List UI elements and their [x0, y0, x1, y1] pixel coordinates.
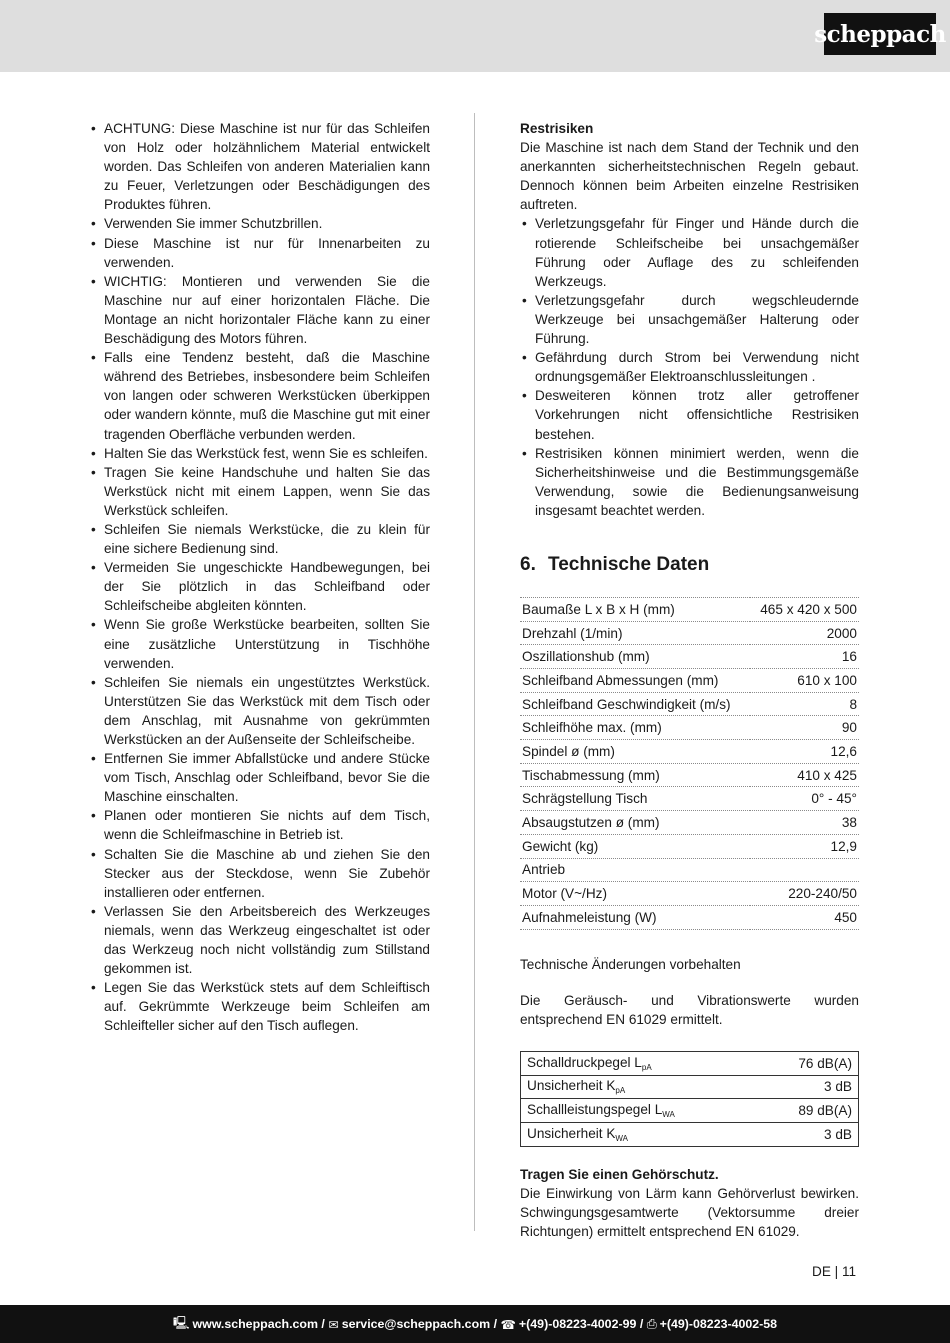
spec-row — [520, 645, 859, 669]
spec-value: 465 x 420 x 500 — [750, 597, 859, 621]
spec-row — [520, 763, 859, 787]
spec-label: Oszillationshub (mm) — [520, 645, 750, 669]
safety-bullet-item: • Planen oder montieren Sie nichts auf dem Tisch, wenn die Schleifmaschine in Betrieb ist. — [89, 806, 430, 844]
footer-separator: / — [317, 1317, 329, 1331]
noise-row — [521, 1051, 859, 1075]
safety-bullet-item: • Vermeiden Sie ungeschickte Handbewegungen, bei der Sie plötzlich in das Schleifband oder Schleifscheibe abgleiten könnten. — [89, 558, 430, 615]
safety-bullet-list — [89, 119, 430, 1036]
spec-label: Schleifhöhe max. (mm) — [520, 716, 750, 740]
spec-row — [520, 858, 859, 882]
page-number — [812, 1264, 856, 1279]
noise-value: 3 dB — [760, 1075, 859, 1099]
tech-changes-note: Technische Änderungen vorbehalten — [520, 956, 741, 972]
section-heading — [520, 553, 859, 577]
safety-bullet-item: • Legen Sie das Werkstück stets auf dem Schleiftisch auf. Gekrümmte Werkzeuge beim Schleifen am Schleifteller sicher auf den Tisch auflegen. — [89, 978, 430, 1035]
spec-label: Gewicht (kg) — [520, 834, 750, 858]
noise-row — [521, 1075, 859, 1099]
risk-bullet-item: • Desweiteren können trotz aller getroffener Vorkehrungen nicht offensichtliche Restrisiken bestehen. — [520, 386, 859, 443]
safety-bullet-item: • Tragen Sie keine Handschuhe und halten Sie das Werkstück nicht mit einem Lappen, wenn Sie das Werkstück schleifen. — [89, 463, 430, 520]
safety-bullet-item: • Schleifen Sie niemals ein ungestütztes Werkstück. Unterstützen Sie das Werkstück mit dem Tisch oder dem Anschlag, mit Ausnahme von gekrümmten Werkstücken an der Außenseite der Schleifscheibe. — [89, 673, 430, 749]
spec-value: 0° - 45° — [750, 787, 859, 811]
spec-row — [520, 740, 859, 764]
noise-label — [521, 1051, 760, 1075]
section-title: Technische Daten — [548, 553, 710, 575]
footer-phone: +(49)-08223-4002-99 — [518, 1317, 637, 1331]
spec-label: Aufnahmeleistung (W) — [520, 905, 750, 929]
noise-row — [521, 1122, 859, 1146]
footer-fax: +(49)-08223-4002-58 — [659, 1317, 778, 1331]
spec-value: 12,6 — [750, 740, 859, 764]
spec-label: Spindel ø (mm) — [520, 740, 750, 764]
page-language: DE — [812, 1264, 831, 1279]
safety-bullet-item: • Verlassen Sie den Arbeitsbereich des Werkzeuges niemals, wenn das Werkzeug eingeschaltet ist oder das Werkzeug noch nicht vollständig zum Stillstand gekommen ist. — [89, 902, 430, 978]
safety-bullet-item: • WICHTIG: Montieren und verwenden Sie die Maschine nur auf einer horizontalen Fläche. Die Montage an nicht horizontaler Fläche kann zu einer Beschädigung des Motors führen. — [89, 272, 430, 348]
spec-row — [520, 669, 859, 693]
spec-label: Tischabmessung (mm) — [520, 763, 750, 787]
noise-label — [521, 1099, 760, 1123]
noise-label — [521, 1122, 760, 1146]
noise-label-subscript: pA — [641, 1062, 652, 1072]
phone-icon: ☎ — [500, 1317, 516, 1332]
spec-label: Baumaße L x B x H (mm) — [520, 597, 750, 621]
spec-row — [520, 621, 859, 645]
spec-value: 90 — [750, 716, 859, 740]
risks-bullet-list — [520, 214, 859, 520]
risk-bullet-item: • Gefährdung durch Strom bei Verwendung nicht ordnungsgemäßer Elektroanschlussleitungen . — [520, 348, 859, 386]
header-bar — [0, 0, 950, 72]
spec-value: 450 — [750, 905, 859, 929]
noise-label-subscript: WA — [662, 1110, 675, 1120]
spec-value: 12,9 — [750, 834, 859, 858]
page-number-value: 11 — [841, 1264, 857, 1279]
spec-value — [750, 858, 859, 882]
spec-value: 8 — [750, 692, 859, 716]
footer-separator: / — [490, 1317, 501, 1331]
spec-label: Schrägstellung Tisch — [520, 787, 750, 811]
spec-label: Schleifband Geschwindigkeit (m/s) — [520, 692, 750, 716]
footer-separator: / — [636, 1317, 647, 1331]
brand-logo: scheppach — [824, 13, 936, 55]
risk-bullet-item: • Restrisiken können minimiert werden, wenn die Sicherheitshinweise und die Bestimmungsgemäße Verwendung, sowie die Bedienungsanweisung insgesamt beachtet werden. — [520, 444, 859, 520]
noise-row — [521, 1099, 859, 1123]
noise-value: 89 dB(A) — [760, 1099, 859, 1123]
hearing-protection-heading: Tragen Sie einen Gehörschutz. — [520, 1166, 719, 1182]
safety-bullet-item: • Falls eine Tendenz besteht, daß die Maschine während des Betriebes, insbesondere beim Schleifen von langen oder schweren Werkstücken überkippen oder wandern könnte, muß die Maschine gut mit einer tragenden Oberfläche verbunden werden. — [89, 348, 430, 443]
noise-value: 3 dB — [760, 1122, 859, 1146]
spec-value: 38 — [750, 811, 859, 835]
spec-row — [520, 834, 859, 858]
safety-bullet-item: • Verwenden Sie immer Schutzbrillen. — [89, 214, 430, 233]
risk-bullet-item: • Verletzungsgefahr durch wegschleudernde Werkzeuge bei unsachgemäßer Halterung oder Führung. — [520, 291, 859, 348]
email-icon: ✉ — [328, 1317, 339, 1332]
noise-label — [521, 1075, 760, 1099]
footer-website-link[interactable]: www.scheppach.com — [192, 1317, 318, 1331]
spec-value: 410 x 425 — [750, 763, 859, 787]
safety-bullet-item: • Schleifen Sie niemals Werkstücke, die zu klein für eine sichere Bedienung sind. — [89, 520, 430, 558]
spec-row — [520, 597, 859, 621]
safety-bullet-item: • Halten Sie das Werkstück fest, wenn Sie es schleifen. — [89, 444, 430, 463]
safety-bullet-item: • Entfernen Sie immer Abfallstücke und andere Stücke vom Tisch, Anschlag oder Schleifband, bevor Sie die Maschine einschalten. — [89, 749, 430, 806]
spec-row — [520, 811, 859, 835]
spec-label: Drehzahl (1/min) — [520, 621, 750, 645]
safety-bullet-item: • ACHTUNG: Diese Maschine ist nur für das Schleifen von Holz oder holzähnlichem Material entwickelt worden. Das Schleifen von anderen Materialien kann zu Feuer, Verletzungen oder Beschädigungen des Produktes führen. — [89, 119, 430, 214]
noise-value: 76 dB(A) — [760, 1051, 859, 1075]
safety-bullet-item: • Diese Maschine ist nur für Innenarbeiten zu verwenden. — [89, 234, 430, 272]
safety-bullet-item: • Schalten Sie die Maschine ab und ziehen Sie den Stecker aus der Steckdose, wenn Sie Zubehör installieren oder entfernen. — [89, 845, 430, 902]
noise-label-text: Unsicherheit K — [527, 1125, 616, 1141]
risks-intro: Die Maschine ist nach dem Stand der Technik und den anerkannten sicherheitstechnischen Regeln gebaut. Dennoch können beim Arbeiten einzelne Restrisiken auftreten. — [520, 140, 859, 213]
computer-icon: 🖳 — [172, 1315, 190, 1330]
risk-bullet-item: • Verletzungsgefahr für Finger und Hände durch die rotierende Schleifscheibe bei unsachgemäßer Führung oder Auflage des zu schleifenden Werkzeugs. — [520, 214, 859, 290]
spec-value: 220-240/50 — [750, 882, 859, 906]
right-column — [520, 119, 859, 1241]
risks-heading: Restrisiken — [520, 121, 594, 136]
technical-data-table — [520, 597, 859, 930]
page-separator: | — [834, 1264, 839, 1279]
spec-row — [520, 692, 859, 716]
noise-label-text: Unsicherheit K — [527, 1078, 616, 1094]
spec-label: Schleifband Abmessungen (mm) — [520, 669, 750, 693]
spec-label: Antrieb — [520, 858, 750, 882]
column-divider — [474, 113, 475, 1231]
noise-values-table — [520, 1051, 859, 1147]
noise-label-text: Schalldruckpegel L — [527, 1054, 642, 1070]
spec-label: Absaugstutzen ø (mm) — [520, 811, 750, 835]
footer-bar — [0, 1305, 950, 1343]
hearing-protection-text: Die Einwirkung von Lärm kann Gehörverlust bewirken. Schwingungsgesamtwerte (Vektorsumme dreier Richtungen) ermittelt entsprechend EN 61029. — [520, 1185, 859, 1239]
spec-value: 610 x 100 — [750, 669, 859, 693]
spec-row — [520, 905, 859, 929]
noise-label-text: Schallleistungspegel L — [527, 1102, 663, 1118]
fax-icon: ⎙ — [646, 1316, 657, 1331]
noise-label-subscript: pA — [615, 1086, 626, 1096]
spec-value: 16 — [750, 645, 859, 669]
safety-bullet-item: • Wenn Sie große Werkstücke bearbeiten, sollten Sie eine zusätzliche Unterstützung in Tischhöhe verwenden. — [89, 615, 430, 672]
spec-value: 2000 — [750, 621, 859, 645]
noise-intro: Die Geräusch- und Vibrationswerte wurden entsprechend EN 61029 ermittelt. — [520, 992, 859, 1027]
noise-label-subscript: WA — [615, 1133, 628, 1143]
spec-row — [520, 787, 859, 811]
spec-label: Motor (V~/Hz) — [520, 882, 750, 906]
footer-email-link[interactable]: service@scheppach.com — [341, 1317, 491, 1331]
section-number: 6. — [520, 553, 536, 575]
safety-instructions-column — [89, 119, 430, 1036]
spec-row — [520, 716, 859, 740]
spec-row — [520, 882, 859, 906]
